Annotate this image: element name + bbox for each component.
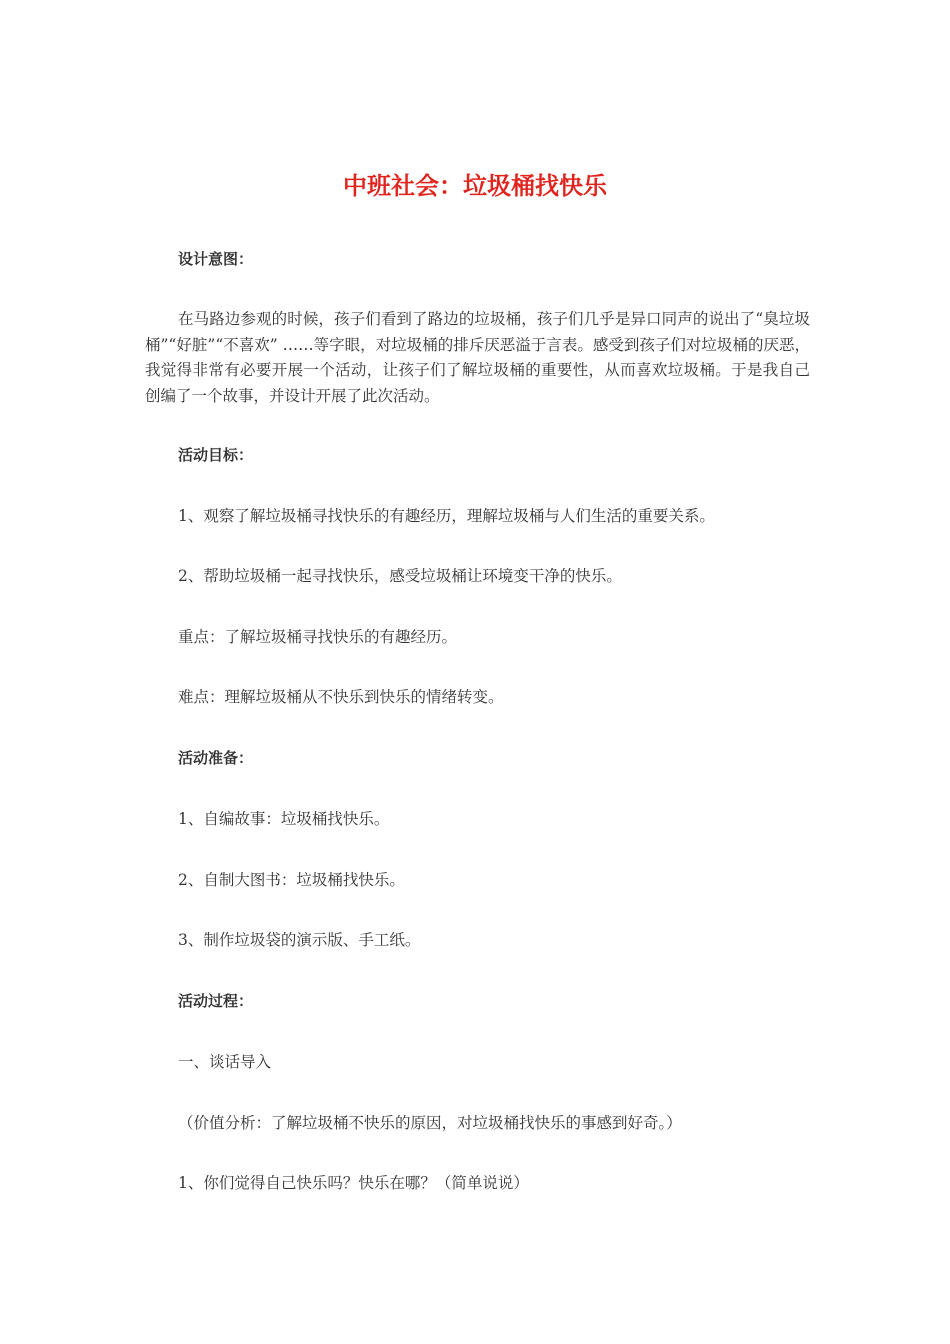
design-intent-heading: 设计意图： bbox=[178, 250, 254, 268]
goals-heading: 活动目标： bbox=[178, 446, 254, 464]
process-section-1: 一、谈话导入 bbox=[178, 1053, 272, 1071]
preparation-item-1: 1、自编故事：垃圾桶找快乐。 bbox=[178, 810, 390, 828]
difficulty-point: 难点：理解垃圾桶从不快乐到快乐的情绪转变。 bbox=[178, 688, 504, 706]
process-heading: 活动过程： bbox=[178, 992, 254, 1010]
value-analysis: （价值分析：了解垃圾桶不快乐的原因，对垃圾桶找快乐的事感到好奇。） bbox=[178, 1114, 682, 1132]
goal-item-2: 2、帮助垃圾桶一起寻找快乐，感受垃圾桶让环境变干净的快乐。 bbox=[178, 567, 622, 585]
process-question-1: 1、你们觉得自己快乐吗？快乐在哪？（简单说说） bbox=[178, 1174, 529, 1192]
document-title: 中班社会：垃圾桶找快乐 bbox=[343, 172, 607, 200]
goal-item-1: 1、观察了解垃圾桶寻找快乐的有趣经历，理解垃圾桶与人们生活的重要关系。 bbox=[178, 507, 715, 525]
preparation-item-2: 2、自制大图书：垃圾桶找快乐。 bbox=[178, 871, 405, 889]
key-point: 重点：了解垃圾桶寻找快乐的有趣经历。 bbox=[178, 628, 458, 646]
preparation-heading: 活动准备： bbox=[178, 749, 254, 767]
design-intent-paragraph: 在马路边参观的时候，孩子们看到了路边的垃圾桶，孩子们几乎是异口同声的说出了“臭垃圾桶”“好脏”“不喜欢” ……等字眼，对垃圾桶的排斥厌恶溢于言表。感受到孩子们对垃圾桶的厌恶，我觉得非常有必要开展一个活动，让孩子们了解垃圾桶的重要性，从而喜欢垃圾桶。于是我自己创编了一个故事，并设计开展了此次活动。 bbox=[145, 310, 810, 405]
preparation-item-3: 3、制作垃圾袋的演示版、手工纸。 bbox=[178, 931, 421, 949]
